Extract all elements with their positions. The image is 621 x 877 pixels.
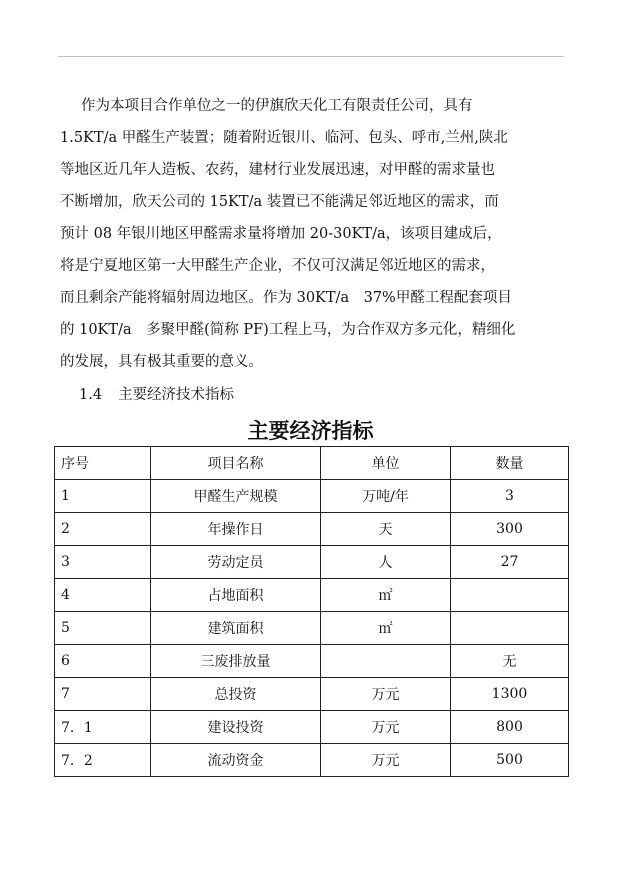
- cell-seq: 6: [55, 645, 151, 678]
- cell-qty: 500: [451, 744, 569, 777]
- cell-name: 流动资金: [151, 744, 321, 777]
- cell-name: 三废排放量: [151, 645, 321, 678]
- cell-seq: 4: [55, 579, 151, 612]
- table-row: [55, 546, 569, 579]
- cell-unit: 天: [321, 513, 451, 546]
- table-row: [55, 579, 569, 612]
- paragraph-line: 预计 08 年银川地区甲醛需求量将增加 20-30KT/a，该项目建成后，: [60, 226, 502, 242]
- paragraph-line: 不断增加，欣天公司的 15KT/a 装置已不能满足邻近地区的需求，而: [60, 194, 499, 210]
- paragraph-line: 1.5KT/a 甲醛生产装置；随着附近银川、临河、包头、呼市,兰州,陕北: [60, 130, 508, 146]
- cell-name: 占地面积: [151, 579, 321, 612]
- cell-unit: ㎡: [321, 612, 451, 645]
- cell-qty: 无: [451, 645, 569, 678]
- economic-indicators-table: [54, 446, 569, 777]
- cell-qty: 1300: [451, 678, 569, 711]
- cell-unit: [321, 645, 451, 678]
- body-paragraph: [60, 90, 558, 378]
- cell-qty: 27: [451, 546, 569, 579]
- cell-qty: [451, 579, 569, 612]
- cell-unit: 万元: [321, 744, 451, 777]
- cell-name: 劳动定员: [151, 546, 321, 579]
- cell-seq: 7．2: [55, 744, 151, 777]
- cell-name: 建设投资: [151, 711, 321, 744]
- cell-qty: [451, 612, 569, 645]
- cell-seq: 1: [55, 480, 151, 513]
- cell-qty: 3: [451, 480, 569, 513]
- cell-name: 总投资: [151, 678, 321, 711]
- cell-seq: 5: [55, 612, 151, 645]
- header-cell-qty: 数量: [451, 447, 569, 480]
- cell-seq: 2: [55, 513, 151, 546]
- table-row: [55, 678, 569, 711]
- cell-name: 建筑面积: [151, 612, 321, 645]
- section-number: 1.4: [79, 387, 103, 403]
- paragraph-line: 将是宁夏地区第一大甲醛生产企业，不仅可汉满足邻近地区的需求，: [60, 258, 495, 274]
- cell-unit: 万元: [321, 678, 451, 711]
- table-row: [55, 645, 569, 678]
- paragraph-line: 的 10KT/a 多聚甲醛(简称 PF)工程上马，为合作双方多元化，精细化: [60, 322, 516, 338]
- section-title: 主要经济技术指标: [118, 387, 235, 403]
- table-header-row: [55, 447, 569, 480]
- paragraph-line: 等地区近几年人造板、农药，建材行业发展迅速，对甲醛的需求量也: [60, 162, 495, 178]
- cell-name: 年操作日: [151, 513, 321, 546]
- cell-name: 甲醛生产规模: [151, 480, 321, 513]
- header-cell-unit: 单位: [321, 447, 451, 480]
- table-title: 主要经济指标: [247, 418, 374, 443]
- cell-seq: 7: [55, 678, 151, 711]
- cell-seq: 7．1: [55, 711, 151, 744]
- cell-unit: 人: [321, 546, 451, 579]
- table-row: [55, 480, 569, 513]
- paragraph-line: 而且剩余产能将辐射周边地区。作为 30KT/a 37%甲醛工程配套项目: [60, 290, 512, 306]
- paragraph-line: 的发展，具有极其重要的意义。: [60, 354, 263, 370]
- section-heading: [79, 385, 234, 405]
- cell-unit: ㎡: [321, 579, 451, 612]
- cell-unit: 万吨/年: [321, 480, 451, 513]
- cell-qty: 300: [451, 513, 569, 546]
- cell-seq: 3: [55, 546, 151, 579]
- table-row: [55, 513, 569, 546]
- table-row: [55, 744, 569, 777]
- header-cell-seq: 序号: [55, 447, 151, 480]
- cell-unit: 万元: [321, 711, 451, 744]
- table-row: [55, 711, 569, 744]
- paragraph-line: 作为本项目合作单位之一的伊旗欣天化工有限责任公司，具有: [81, 98, 473, 114]
- table-row: [55, 612, 569, 645]
- header-cell-name: 项目名称: [151, 447, 321, 480]
- cell-qty: 800: [451, 711, 569, 744]
- page-header-rule: [58, 56, 564, 57]
